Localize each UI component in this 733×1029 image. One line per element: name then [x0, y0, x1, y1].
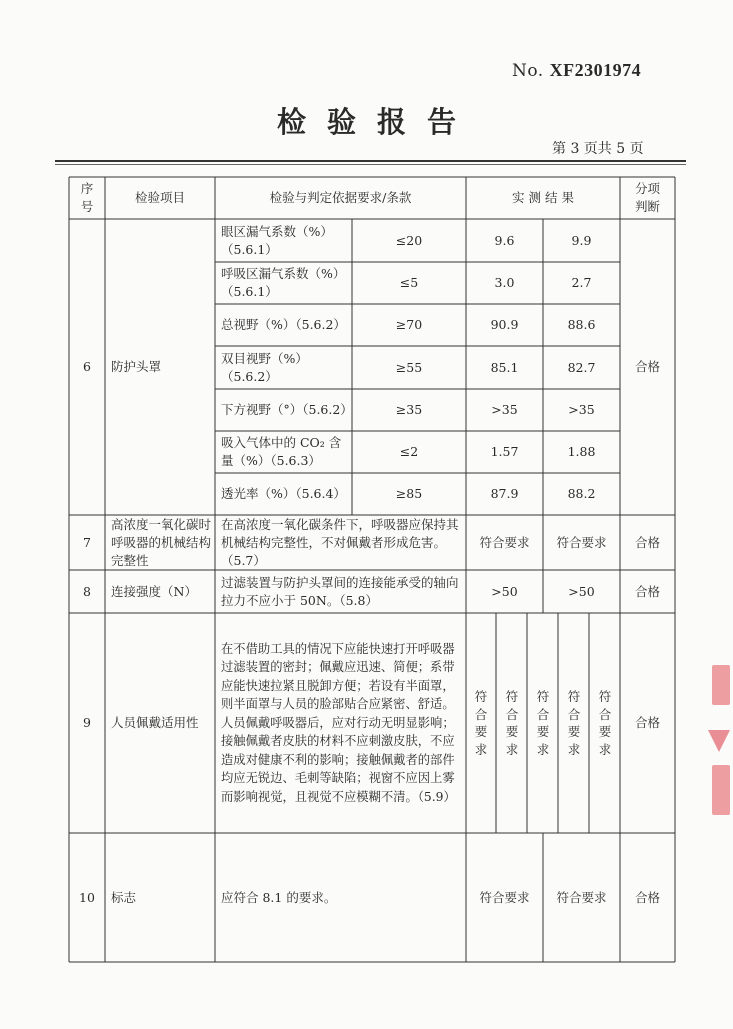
row9-criteria-part1: 在不借助工具的情况下应能快速打开呼吸器过滤装置的密封；佩戴应迅速、简便；系带应能快速拉紧且脱卸方便；若设有半面罩，则半面罩与人员的脸部贴合应紧密、舒适。	[221, 641, 455, 712]
row10-seq: 10	[79, 889, 95, 905]
row7-item: 高浓度一氧化碳时呼吸器的机械结构完整性	[111, 516, 212, 568]
page-info: 第 3 页共 5 页	[552, 141, 644, 157]
header-results: 实 测 结 果	[512, 190, 574, 205]
page-title: 检验报告	[276, 105, 477, 139]
row6-sub4-req: ≥55	[395, 359, 423, 375]
row6-sub2-req: ≤5	[399, 275, 419, 290]
row7-r2: 符合要求	[556, 534, 607, 550]
row8-criteria: 过滤装置与防护头罩间的连接能承受的轴向拉力不应小于 50N。（5.8）	[221, 574, 459, 608]
row6-seq: 6	[83, 359, 91, 374]
row6-sub3-req: ≥70	[395, 317, 423, 332]
row7-judgement: 合格	[634, 534, 660, 550]
row6-sub1-r1: 9.6	[494, 232, 515, 248]
row9-criteria-part2: 人员佩戴呼吸器后，应对行动无明显影响；接触佩戴者皮肤的材料不应刺激皮肤，不应造成对健康不利的影响；接触佩戴者的部件均应无锐边、毛刺等缺陷；视窗不应因上雾而影响视觉，且视觉不应模糊不清。（5.9）	[221, 715, 456, 804]
row6-sub1-name: 眼区漏气系数（%）（5.6.1）	[221, 223, 333, 257]
seal-fragment-mark	[708, 730, 730, 752]
row6-sub2-name: 呼吸区漏气系数（%）（5.6.1）	[221, 266, 346, 299]
row7-criteria: 在高浓度一氧化碳条件下，呼吸器应保持其机械结构完整性，不对佩戴者形成危害。（5.7）	[221, 516, 459, 568]
seal-fragment-bottom	[712, 765, 730, 815]
row6-sub4-r2: 82.7	[567, 359, 596, 375]
row6-sub3-name: 总视野（%）（5.6.2）	[221, 317, 346, 332]
row9-result-5: 符合要求	[598, 689, 612, 757]
report-number-prefix: No.	[512, 61, 544, 81]
row6-sub6-r1: 1.57	[490, 444, 519, 459]
row10-r1: 符合要求	[479, 889, 530, 905]
row9-item: 人员佩戴适用性	[111, 715, 199, 730]
row8-judgement: 合格	[634, 583, 660, 599]
row8-r1: >50	[491, 583, 518, 599]
row7-seq: 7	[83, 534, 91, 550]
row6-sub7-r1: 87.9	[490, 486, 519, 501]
row10-r2: 符合要求	[556, 889, 607, 905]
row9-result-1: 符合要求	[474, 689, 488, 757]
row6-sub1-r2: 9.9	[571, 232, 592, 248]
row6-sub4-name: 双目视野（%）（5.6.2）	[221, 350, 308, 384]
row8-seq: 8	[83, 583, 91, 599]
header-judgement: 分项判断	[634, 181, 660, 214]
row6-judgement: 合格	[634, 359, 660, 374]
row6-sub6-req: ≤2	[399, 444, 419, 459]
row6-item: 防护头罩	[111, 359, 162, 374]
row6-sub4-r1: 85.1	[490, 359, 519, 375]
row6-sub7-r2: 88.2	[567, 486, 596, 501]
row6-sub5-r1: >35	[491, 402, 518, 417]
row6-sub1-req: ≤20	[395, 232, 423, 248]
seal-fragment-top	[712, 665, 730, 705]
row10-item: 标志	[111, 889, 137, 905]
row10-judgement: 合格	[634, 889, 660, 905]
row6-sub5-r2: >35	[568, 402, 595, 417]
row6-sub2-r1: 3.0	[494, 275, 515, 290]
row6-sub6-r2: 1.88	[567, 444, 596, 459]
row9-result-2: 符合要求	[505, 689, 519, 757]
row9-criteria	[215, 613, 466, 833]
row9-judgement: 合格	[634, 715, 660, 730]
row6-sub7-name: 透光率（%）（5.6.4）	[221, 486, 346, 501]
row9-result-4: 符合要求	[567, 689, 581, 757]
row7-r1: 符合要求	[479, 534, 530, 550]
report-number-value: XF2301974	[549, 60, 642, 80]
row9-result-3: 符合要求	[536, 689, 550, 757]
header-seq: 序号	[80, 181, 94, 214]
header-criteria: 检验与判定依据要求/条款	[269, 190, 412, 205]
row6-sub3-r1: 90.9	[490, 317, 519, 332]
row10-criteria: 应符合 8.1 的要求。	[221, 889, 337, 905]
row6-sub6-name: 吸入气体中的 CO₂ 含量（%）（5.6.3）	[221, 435, 342, 468]
row6-sub7-req: ≥85	[395, 486, 423, 501]
header-item: 检验项目	[134, 190, 185, 205]
row6-sub5-name: 下方视野（°）（5.6.2）	[221, 402, 353, 417]
row8-item: 连接强度（N）	[111, 583, 197, 599]
row6-sub5-req: ≥35	[395, 402, 423, 417]
row6-sub3-r2: 88.6	[567, 317, 596, 332]
row6-sub2-r2: 2.7	[571, 275, 592, 290]
row9-seq: 9	[83, 715, 91, 730]
row8-r2: >50	[568, 583, 595, 599]
